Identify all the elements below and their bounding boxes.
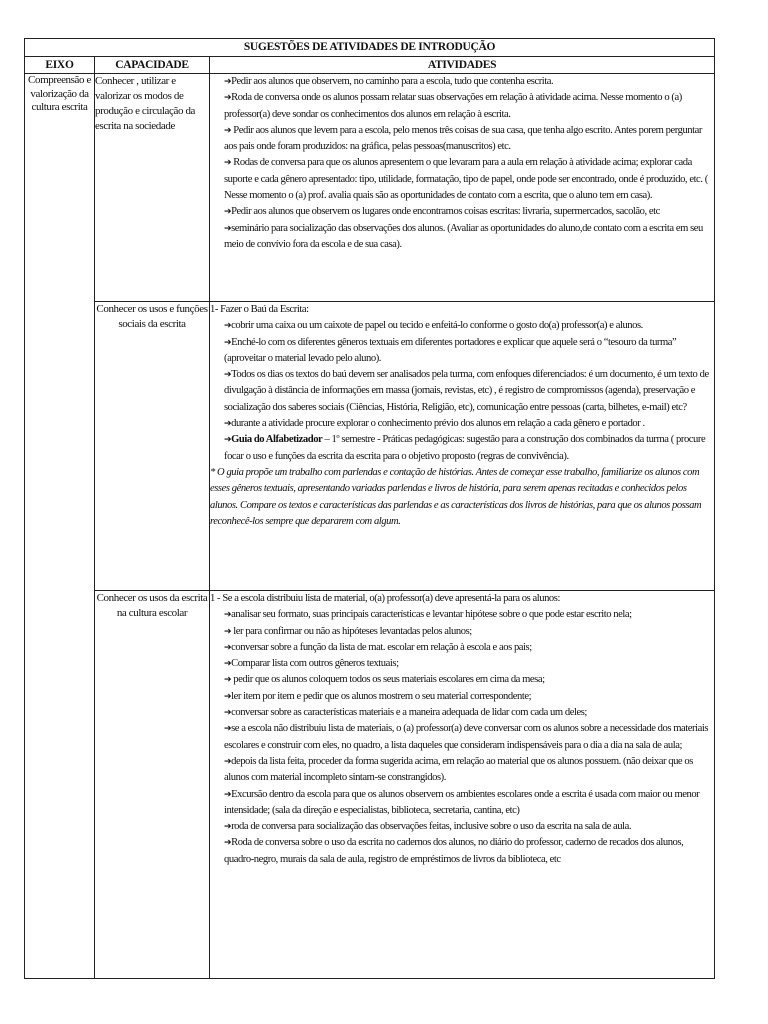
arrow-right-icon: ➔ xyxy=(224,659,232,670)
activities-table xyxy=(24,38,715,979)
list-item-text: depois da lista feita, proceder da forma sugerida acima, em relação ao material que os alunos possuem. (não deixar que os alunos com material incompleto sintam-se constrangidos). xyxy=(224,755,693,784)
list-item-text: analisar seu formato, suas principais características e levantar hipótese sobre o que pode estar escrito nela; xyxy=(231,609,632,621)
activity-list xyxy=(210,607,714,868)
arrow-right-icon: ➔ xyxy=(224,642,232,653)
list-item-text: cobrir uma caixa ou um caixote de papel ou tecido e enfeitá-lo conforme o gosto do(a) professor(a) e alunos. xyxy=(231,320,643,332)
arrow-right-icon: ➔ xyxy=(224,691,232,702)
header-atividades: ATIVIDADES xyxy=(210,57,715,74)
arrow-right-icon: ➔ xyxy=(224,419,232,430)
page xyxy=(24,38,714,979)
list-item xyxy=(224,335,714,368)
arrow-right-icon: ➔ xyxy=(224,207,232,218)
guia-item xyxy=(210,432,714,465)
list-item xyxy=(224,318,714,334)
list-item-text: Pedir aos alunos que observem, no caminho para a escola, tudo que contenha escrita. xyxy=(231,76,554,87)
list-item xyxy=(224,90,714,123)
list-item xyxy=(224,754,714,787)
table-row xyxy=(25,74,715,302)
list-item xyxy=(224,74,714,90)
list-item xyxy=(224,705,714,721)
capacidade-cell: Conhecer os usos e funções sociais da escrita xyxy=(95,302,210,591)
arrow-right-icon: ➔ xyxy=(224,223,232,234)
list-item-text: Todos os dias os textos do baú devem ser analisados pela turma, com enfoques diferenciados: é um documento, é um texto de divulgação à distância de informações em massa (jornais, revistas, etc) , é registro de compromissos (agenda), preservação e socialização dos saberes sociais (Ciências, História, Religião, etc), comunicação entre pessoas (carta, bilhetes, e-mail) etc? xyxy=(224,369,709,413)
list-item xyxy=(224,640,714,656)
guia-text: – 1º semestre - Práticas pedagógicas: sugestão para a construção dos combinados da turma ( procure focar o uso e funções da escrita da escrita para o objetivo proposto (regras de convivência). xyxy=(224,434,706,462)
list-item xyxy=(224,221,714,254)
arrow-right-icon: ➔ xyxy=(224,77,232,87)
arrow-right-icon: ➔ xyxy=(224,125,232,136)
arrow-right-icon: ➔ xyxy=(224,435,232,446)
list-item-text: Pedir aos alunos que levem para a escola, pelo menos três coisas de sua casa, que tenha algo escrito. Antes porem perguntar aos pais onde foram produzidos: na gráfica, pelas pessoas(manuscritos) etc. xyxy=(224,124,702,153)
header-eixo: EIXO xyxy=(25,57,95,74)
list-item-text: Pedir aos alunos que observem os lugares onde encontramos coisas escritas: livraria, supermercados, sacolão, etc xyxy=(231,206,660,218)
list-item xyxy=(224,689,714,705)
atividades-cell xyxy=(210,74,715,302)
table-row xyxy=(25,591,715,979)
list-item-text: Excursão dentro da escola para que os alunos observem os ambientes escolares onde a escrita é usada com maior ou menor intensidade; (sala da direção e especialistas, biblioteca, secretaria, cantina, etc) xyxy=(224,788,700,816)
list-item xyxy=(224,416,714,432)
arrow-right-icon: ➔ xyxy=(224,337,232,348)
list-item xyxy=(224,672,714,688)
list-item-text: Rodas de conversa para que os alunos apresentem o que levaram para a aula em relação à atividade acima; explorar cada suporte e cada gênero apresentado: tipo, utilidade, formatação, tipo de papel, onde pode ser encontrado, onde é produzido, etc. ( Nesse momento o (a) prof. avalia quais são as oportunidades de contato com a escrita, que o aluno tem em casa). xyxy=(224,157,708,202)
activity-intro: 1 - Se a escola distribuiu lista de material, o(a) professor(a) deve apresentá-la para os alunos: xyxy=(210,593,560,604)
list-item xyxy=(224,624,714,640)
guia-title: Guia do Alfabetizador xyxy=(231,434,323,446)
list-item-text: Comparar lista com outros gêneros textuais; xyxy=(231,658,399,670)
list-item xyxy=(224,123,714,156)
atividades-cell xyxy=(210,302,715,591)
list-item xyxy=(224,367,714,416)
arrow-right-icon: ➔ xyxy=(224,370,232,381)
activity-list xyxy=(210,74,714,253)
arrow-right-icon: ➔ xyxy=(224,93,232,104)
list-item-text: Roda de conversa onde os alunos possam relatar suas observações em relação à atividade acima. Nesse momento o (a) professor(a) deve sondar os conhecimentos dos alunos em relação à escrita. xyxy=(224,92,682,120)
arrow-right-icon: ➔ xyxy=(224,158,232,169)
table-title: SUGESTÕES DE ATIVIDADES DE INTRODUÇÃO xyxy=(25,39,715,57)
list-item-text: seminário para socialização das observações dos alunos. (Avaliar as oportunidades do aluno,de contato com a escrita em seu meio de convívio fora da escola e de sua casa). xyxy=(224,222,703,250)
list-item xyxy=(224,787,714,820)
activity-intro: 1- Fazer o Baú da Escrita: xyxy=(210,304,309,315)
list-item-text: conversar sobre as características materiais e a maneira adequada de lidar com cada um deles; xyxy=(231,707,587,719)
eixo-cell: Compreensão e valorização da cultura escrita xyxy=(25,74,95,979)
list-item xyxy=(224,819,714,835)
list-item-text: conversar sobre a função da lista de mat. escolar em relação à escola e aos pais; xyxy=(231,641,532,653)
list-item xyxy=(224,204,714,220)
list-item xyxy=(224,155,714,204)
list-item-text: Roda de conversa sobre o uso da escrita no cadernos dos alunos, no diário do professor, caderno de recados dos alunos, quadro-negro, murais da sala de aula, registro de empréstimos de livros da biblioteca, etc xyxy=(224,837,684,865)
atividades-cell xyxy=(210,591,715,979)
list-item-text: roda de conversa para socialização das observações feitas, inclusive sobre o uso da escrita na sala de aula. xyxy=(231,821,632,833)
capacidade-cell: Conhecer os usos da escrita na cultura escolar xyxy=(95,591,210,979)
guia-note: * O guia propõe um trabalho com parlendas e contação de histórias. Antes de começar esse trabalho, familiarize os alunos com esses gêneros textuais, apresentando variadas parlendas e livros de história, para serem apenas recitadas e conhecidos pelos alunos. Compare os textos e características das parlendas e as características dos livros de histórias, para que os alunos possam reconhecê-los sempre que depararem com algum. xyxy=(210,466,702,527)
list-item xyxy=(224,721,714,754)
list-item-text: se a escola não distribuiu lista de materiais, o (a) professor(a) deve conversar com os alunos sobre a necessidade dos materiais escolares e construir com eles, no quadro, a lista daqueles que consideram indispensáveis para o dia a dia na sala de aula; xyxy=(224,723,708,751)
list-item xyxy=(224,656,714,672)
arrow-right-icon: ➔ xyxy=(224,756,232,767)
list-item-text: ler item por item e pedir que os alunos mostrem o seu material correspondente; xyxy=(231,690,532,702)
arrow-right-icon: ➔ xyxy=(224,822,232,833)
arrow-right-icon: ➔ xyxy=(224,675,232,686)
list-item-text: durante a atividade procure explorar o conhecimento prévio dos alunos em relação a cada gênero e portador . xyxy=(231,418,645,430)
activity-list xyxy=(210,318,714,432)
arrow-right-icon: ➔ xyxy=(224,838,232,849)
list-item-text: Enché-lo com os diferentes gêneros textuais em diferentes portadores e explicar que aquele será o “tesouro da turma” (aproveitar o material levado pelo aluno). xyxy=(224,336,677,364)
table-row xyxy=(25,302,715,591)
list-item-text: pedir que os alunos coloquem todos os seus materiais escolares em cima da mesa; xyxy=(231,674,545,686)
header-capacidade: CAPACIDADE xyxy=(95,57,210,74)
list-item xyxy=(224,607,714,623)
arrow-right-icon: ➔ xyxy=(224,626,232,637)
capacidade-cell: Conhecer , utilizar e valorizar os modos de produção e circulação da escrita na sociedade xyxy=(95,74,210,302)
list-item xyxy=(224,835,714,868)
arrow-right-icon: ➔ xyxy=(224,708,232,719)
arrow-right-icon: ➔ xyxy=(224,610,232,621)
arrow-right-icon: ➔ xyxy=(224,789,232,800)
list-item-text: ler para confirmar ou não as hipóteses levantadas pelos alunos; xyxy=(231,625,472,637)
arrow-right-icon: ➔ xyxy=(224,321,232,332)
arrow-right-icon: ➔ xyxy=(224,724,232,735)
